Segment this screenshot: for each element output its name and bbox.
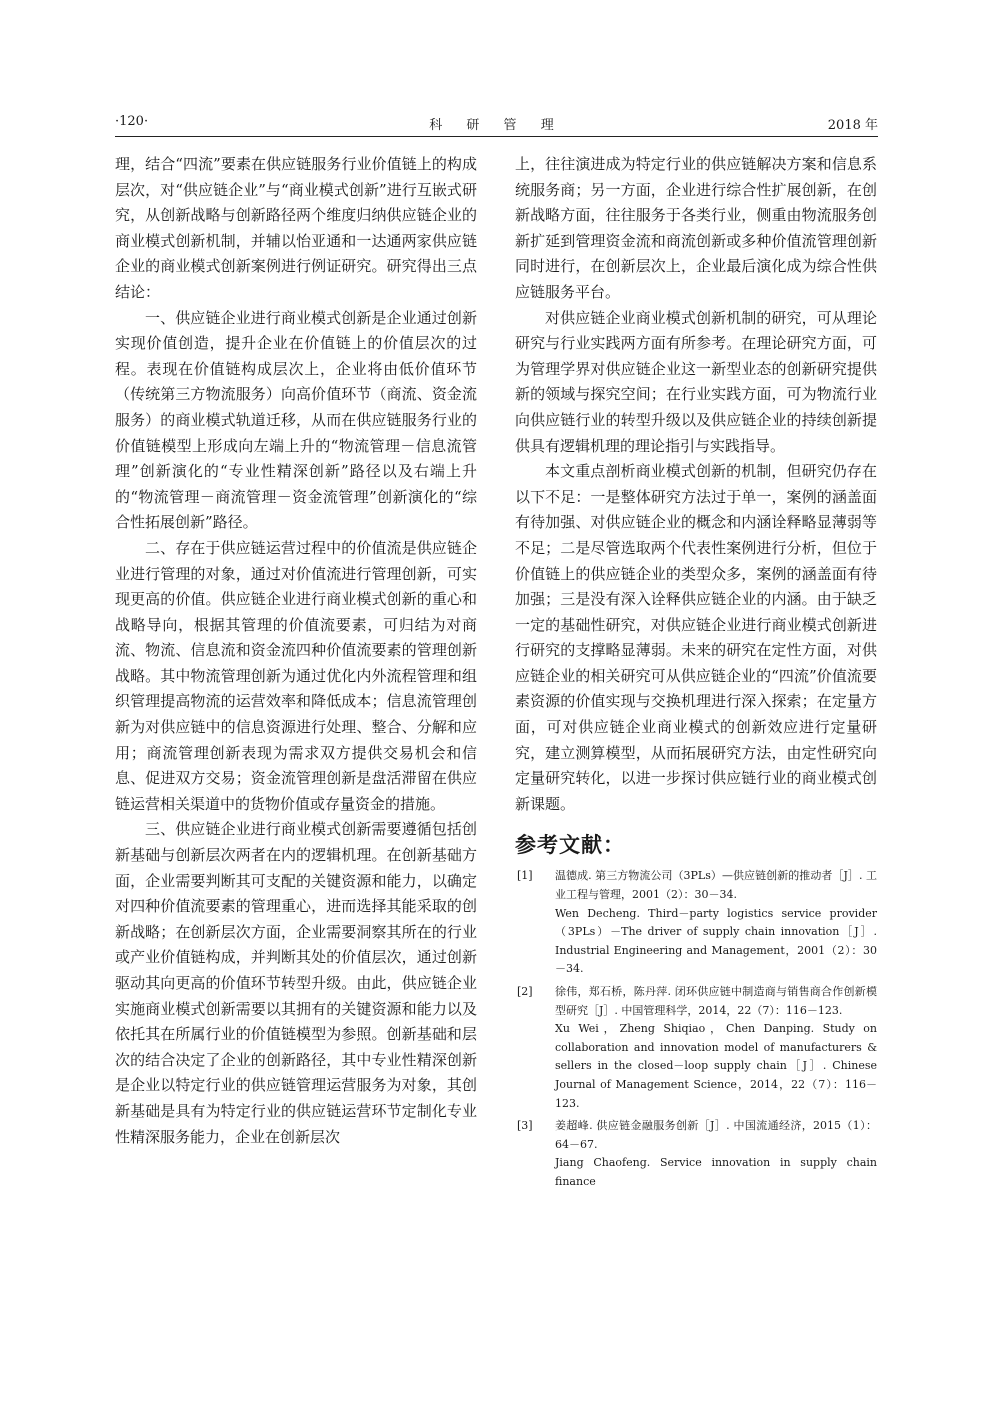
page-header: [115, 112, 878, 137]
right-column: [515, 152, 877, 1196]
reference-number: [1]: [517, 869, 533, 883]
paragraph: 上，往往演进成为特定行业的供应链解决方案和信息系统服务商；另一方面，企业进行综合性扩展创新，在创新战略方面，往往服务于各类行业，侧重由物流服务创新扩延到管理资金流和商流创新或多种价值流管理创新同时进行，在创新层次上，企业最后演化成为综合性供应链服务平台。: [515, 155, 877, 301]
reference-english: Jiang Chaofeng. Service innovation in supply chain finance: [555, 1156, 877, 1188]
reference-number: [2]: [517, 985, 533, 998]
paragraph: 二、存在于供应链运营过程中的价值流是供应链企业进行管理的对象，通过对价值流进行管理创新，可实现更高的价值。供应链企业进行商业模式创新的重心和战略导向，根据其管理的价值流要素，可归结为对商流、物流、信息流和资金流四种价值流要素的管理创新战略。其中物流管理创新为通过优化内外流程管理和组织管理提高物流的运营效率和降低成本；信息流管理创新为对供应链中的信息资源进行处理、整合、分解和应用；商流管理创新表现为需求双方提供交易机会和信息、促进双方交易；资金流管理创新是盘活滞留在供应链运营相关渠道中的货物价值或存量资金的措施。: [115, 538, 477, 813]
reference-chinese: 温德成. 第三方物流公司（3PLs）—供应链创新的推动者［J］. 工业工程与管理，2001（2）：30－34.: [555, 869, 877, 902]
journal-title: 科 研 管 理: [429, 118, 564, 133]
reference-english: Wen Decheng. Third－party logistics service provider（3PLs）－The driver of supply chain innovation［J］. Industrial Engineering and Management，2001（2）：30－34.: [555, 906, 877, 976]
paragraph: 一、供应链企业进行商业模式创新是企业通过创新实现价值创造，提升企业在价值链上的价值层次的过程。表现在价值链构成层次上，企业将由低价值环节（传统第三方物流服务）向高价值环节（商流、资金流服务）的商业模式轨道迁移，从而在供应链服务行业的价值链模型上形成向左端上升的“物流管理－信息流管理”创新演化的“专业性精深创新”路径以及右端上升的“物流管理－商流管理－资金流管理”创新演化的“综合性拓展创新”路径。: [115, 308, 477, 532]
reference-english: Xu Wei，Zheng Shiqiao，Chen Danping. Study on collaboration and innovation model of manufacturers & sellers in the closed－loop supply chain［J］. Chinese Journal of Management Science，2014，22（7）：116－123.: [555, 1022, 877, 1110]
references-heading: 参考文献：: [515, 833, 625, 858]
reference-item: [515, 1117, 877, 1191]
page-number: ·120·: [115, 114, 149, 129]
journal-year: 2018 年: [827, 118, 878, 133]
reference-chinese: 姜超峰. 供应链金融服务创新［J］. 中国流通经济，2015（1）：64－67.: [555, 1119, 877, 1151]
paragraph: 理，结合“四流”要素在供应链服务行业价值链上的构成层次，对“供应链企业”与“商业模式创新”进行互嵌式研究，从创新战略与创新路径两个维度归纳供应链企业的商业模式创新机制，并辅以怡亚通和一达通两家供应链企业的商业模式创新案例进行例证研究。研究得出三点结论：: [115, 155, 477, 301]
paragraph: 对供应链企业商业模式创新机制的研究，可从理论研究与行业实践两方面有所参考。在理论研究方面，可为管理学界对供应链企业这一新型业态的创新研究提供新的领域与探究空间；在行业实践方面，可为物流行业向供应链行业的转型升级以及供应链企业的持续创新提供具有逻辑机理的理论指引与实践指导。: [515, 308, 877, 455]
reference-chinese: 徐伟，郑石桥，陈丹萍. 闭环供应链中制造商与销售商合作创新模型研究［J］. 中国管理科学，2014，22（7）：116－123.: [555, 985, 877, 1017]
reference-item: [515, 983, 877, 1113]
reference-number: [3]: [517, 1119, 533, 1133]
left-column: [115, 152, 477, 1150]
reference-item: [515, 867, 877, 979]
paragraph: 三、供应链企业进行商业模式创新需要遵循包括创新基础与创新层次两者在内的逻辑机理。在创新基础方面，企业需要判断其可支配的关键资源和能力，以确定对四种价值流要素的管理重心，进而选择其能采取的创新战略；在创新层次方面，企业需要洞察其所在的行业或产业价值链构成，并判断其处的价值层次，通过创新驱动其向更高的价值环节转型升级。由此，供应链企业实施商业模式创新需要以其拥有的关键资源和能力以及依托其在所属行业的价值链模型为参照。创新基础和层次的结合决定了企业的创新路径，其中专业性精深创新是企业以特定行业的供应链管理运营服务为对象，其创新基础是具有为特定行业的供应链运营环节定制化专业性精深服务能力，企业在创新层次: [115, 820, 477, 1146]
paragraph: 本文重点剖析商业模式创新的机制，但研究仍存在以下不足：一是整体研究方法过于单一，案例的涵盖面有待加强、对供应链企业的概念和内涵诠释略显薄弱等不足；二是尽管选取两个代表性案例进行分析，但位于价值链上的供应链企业的类型众多，案例的涵盖面有待加强；三是没有深入诠释供应链企业的内涵。由于缺乏一定的基础性研究，对供应链企业进行商业模式创新进行研究的支撑略显薄弱。未来的研究在定性方面，对供应链企业的相关研究可从供应链企业的“四流”价值流要素资源的价值实现与交换机理进行深入探索；在定量方面，可对供应链企业商业模式的创新效应进行定量研究，建立测算模型，从而拓展研究方法，由定性研究向定量研究转化，以进一步探讨供应链行业的商业模式创新课题。: [515, 462, 877, 813]
